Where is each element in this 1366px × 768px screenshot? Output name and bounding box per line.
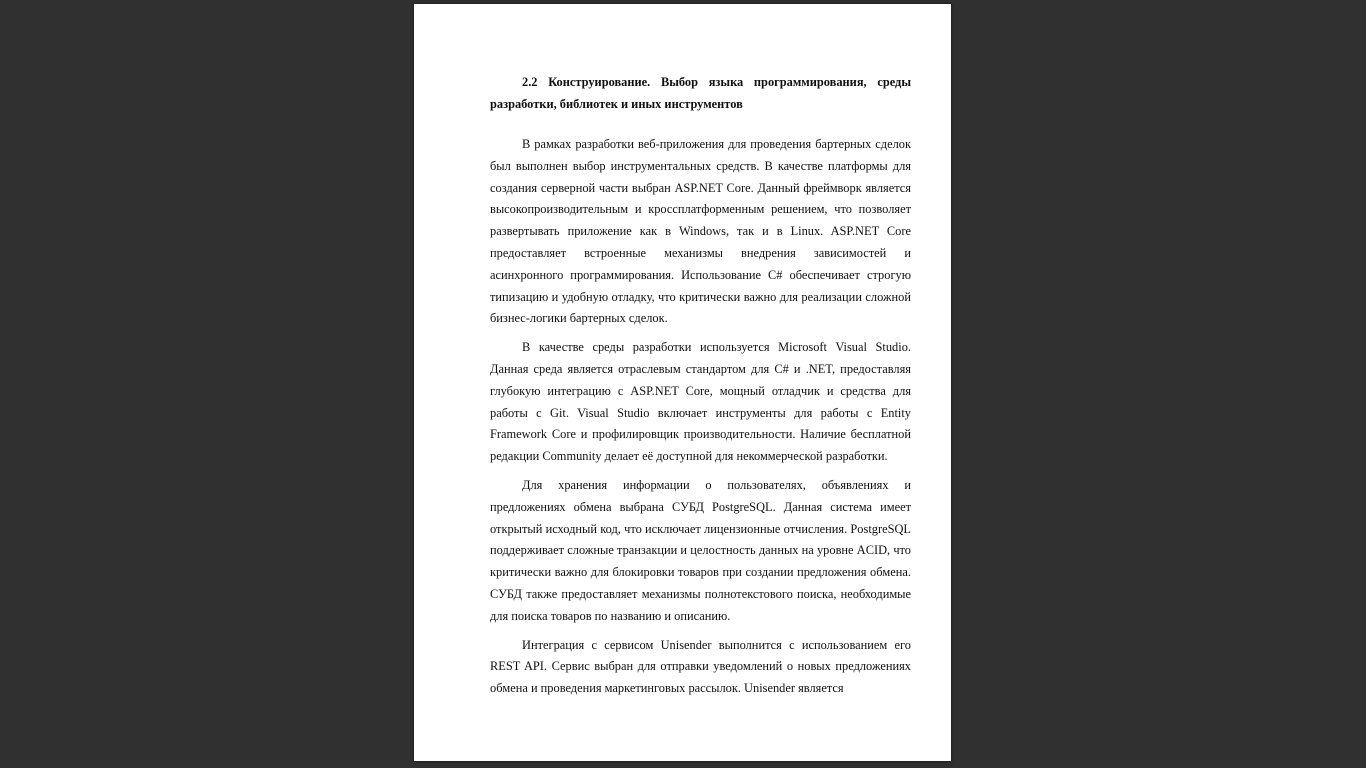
paragraph-unisender: Интеграция с сервисом Unisender выполнится с использованием его REST API. Сервис выбран для отправки уведомлений о новых предложениях обмена и проведения маркетинговых рассылок. Unisender является (490, 637, 911, 696)
document-page (414, 4, 951, 761)
paragraph-visual-studio: В качестве среды разработки используется Microsoft Visual Studio. Данная среда является отраслевым стандартом для C# и .NET, предоставляя глубокую интеграцию с ASP.NET Core, мощный отладчик и средства для работы с Git. Visual Studio включает инструменты для работы с Entity Framework Core и профилировщик производительности. Наличие бесплатной редакции Community делает её доступной для некоммерческой разработки. (490, 340, 911, 464)
page-content (490, 71, 911, 700)
paragraph-postgresql: Для хранения информации о пользователях, объявлениях и предложениях обмена выбрана СУБД PostgreSQL. Данная система имеет открытый исходный код, что исключает лицензионные отчисления. PostgreSQL поддерживает сложные транзакции и целостность данных на уровне ACID, что критически важно для блокировки товаров при создании предложения обмена. СУБД также предоставляет механизмы полнотекстового поиска, необходимые для поиска товаров по названию и описанию. (490, 477, 911, 623)
paragraph-aspnet-core: В рамках разработки веб-приложения для проведения бартерных сделок был выполнен выбор инструментальных средств. В качестве платформы для создания серверной части выбран ASP.NET Core. Данный фреймворк является высокопроизводительным и кроссплатформенным решением, что позволяет развертывать приложение как в Windows, так и в Linux. ASP.NET Core предоставляет встроенные механизмы внедрения зависимостей и асинхронного программирования. Использование C# обеспечивает строгую типизацию и удобную отладку, что критически важно для реализации сложной бизнес-логики бартерных сделок. (490, 137, 911, 326)
section-heading: 2.2 Конструирование. Выбор языка программирования, среды разработки, библиотек и иных инструментов (490, 75, 911, 111)
